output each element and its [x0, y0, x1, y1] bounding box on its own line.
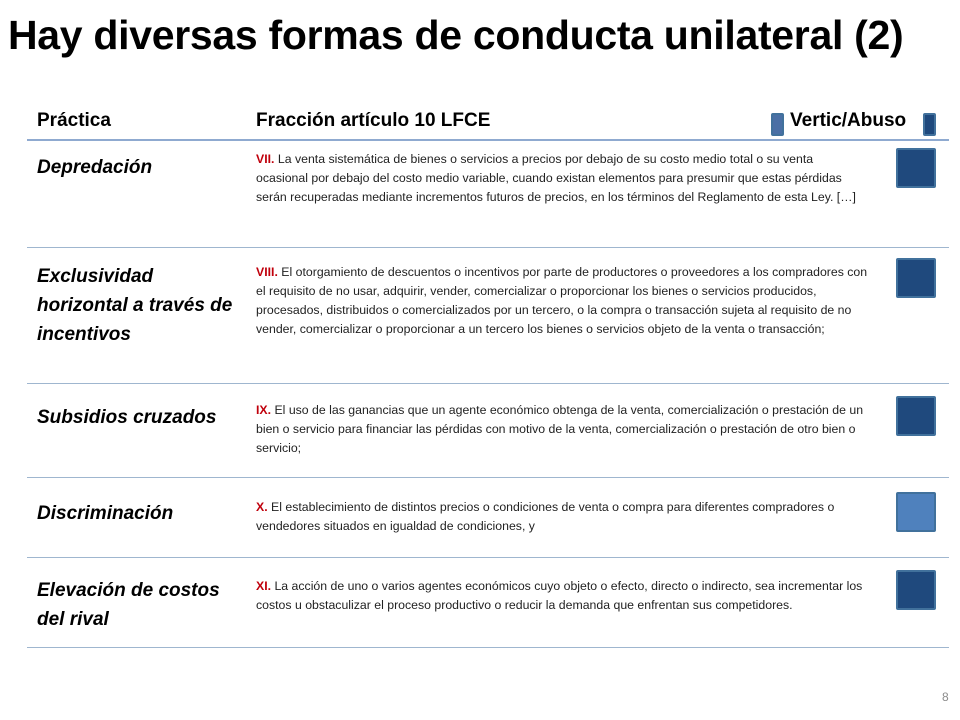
row-divider — [27, 247, 949, 248]
fraction-number: VII. — [256, 152, 275, 166]
slide-title: Hay diversas formas de conducta unilateral (2) — [8, 12, 904, 58]
fraction-number: X. — [256, 500, 268, 514]
article-text — [256, 498, 868, 536]
fraction-text: El otorgamiento de descuentos o incentivos por parte de productores o proveedores a los compradores con el requisito de no usar, adquirir, vender, comercializar o proporcionar los bienes o servicios producidos, procesados, distribuidos o comercializados por un tercero, o la compra o transacción sujeta al requisito de no vender, comercializar o proporcionar a un tercero los bienes o servicios objeto de la venta o transacción; — [256, 265, 868, 336]
fraction-number: XI. — [256, 579, 272, 593]
practice-label: Depredación — [37, 157, 153, 178]
header-fraccion: Fracción artículo 10 LFCE — [256, 110, 491, 131]
vertic-abuso-box — [896, 570, 936, 610]
practice-label: Subsidios cruzados — [37, 407, 217, 428]
vertic-abuso-box — [896, 492, 936, 532]
practice-label: Discriminación — [37, 503, 174, 524]
vertic-abuso-box — [896, 396, 936, 436]
practice-label: Exclusividad horizontal a través de incentivos — [37, 266, 233, 345]
fraction-number: VIII. — [256, 265, 278, 279]
fraction-text: La venta sistemática de bienes o servicios a precios por debajo de su costo medio total o su venta ocasional por debajo del costo medio variable, cuando existan elementos para presumir que estas pérdidas serán recuperadas mediante incrementos futuros de precios, en los términos del Reglamento de esta Ley. […] — [256, 152, 856, 204]
row-divider — [27, 383, 949, 384]
practice-label: Elevación de costos del rival — [37, 580, 220, 630]
row-divider — [27, 477, 949, 478]
row-divider — [27, 647, 949, 648]
fraction-text: El establecimiento de distintos precios o condiciones de venta o compra para diferentes compradores o vendedores situados en igualdad de condiciones, y — [256, 500, 835, 533]
article-text — [256, 150, 868, 207]
header-practica: Práctica — [37, 110, 111, 131]
fraction-number: IX. — [256, 403, 272, 417]
header-vertic-abuso: Vertic/Abuso — [790, 110, 907, 131]
article-text — [256, 401, 868, 458]
fraction-text: El uso de las ganancias que un agente económico obtenga de la venta, comercialización o prestación de un bien o servicio para financiar las pérdidas con motivo de la venta, comercialización o prestación de otro bien o servicio; — [256, 403, 864, 455]
fraction-text: La acción de uno o varios agentes económicos cuyo objeto o efecto, directo o indirecto, sea incrementar los costos u obstaculizar el proceso productivo o reducir la demanda que enfrentan sus competidores. — [256, 579, 863, 612]
header-marker-right — [923, 113, 936, 136]
vertic-abuso-box — [896, 258, 936, 298]
page-number: 8 — [942, 690, 949, 704]
row-divider — [27, 557, 949, 558]
vertic-abuso-box — [896, 148, 936, 188]
article-text — [256, 263, 868, 339]
header-divider — [27, 139, 949, 141]
article-text — [256, 577, 868, 615]
header-marker-left — [771, 113, 784, 136]
